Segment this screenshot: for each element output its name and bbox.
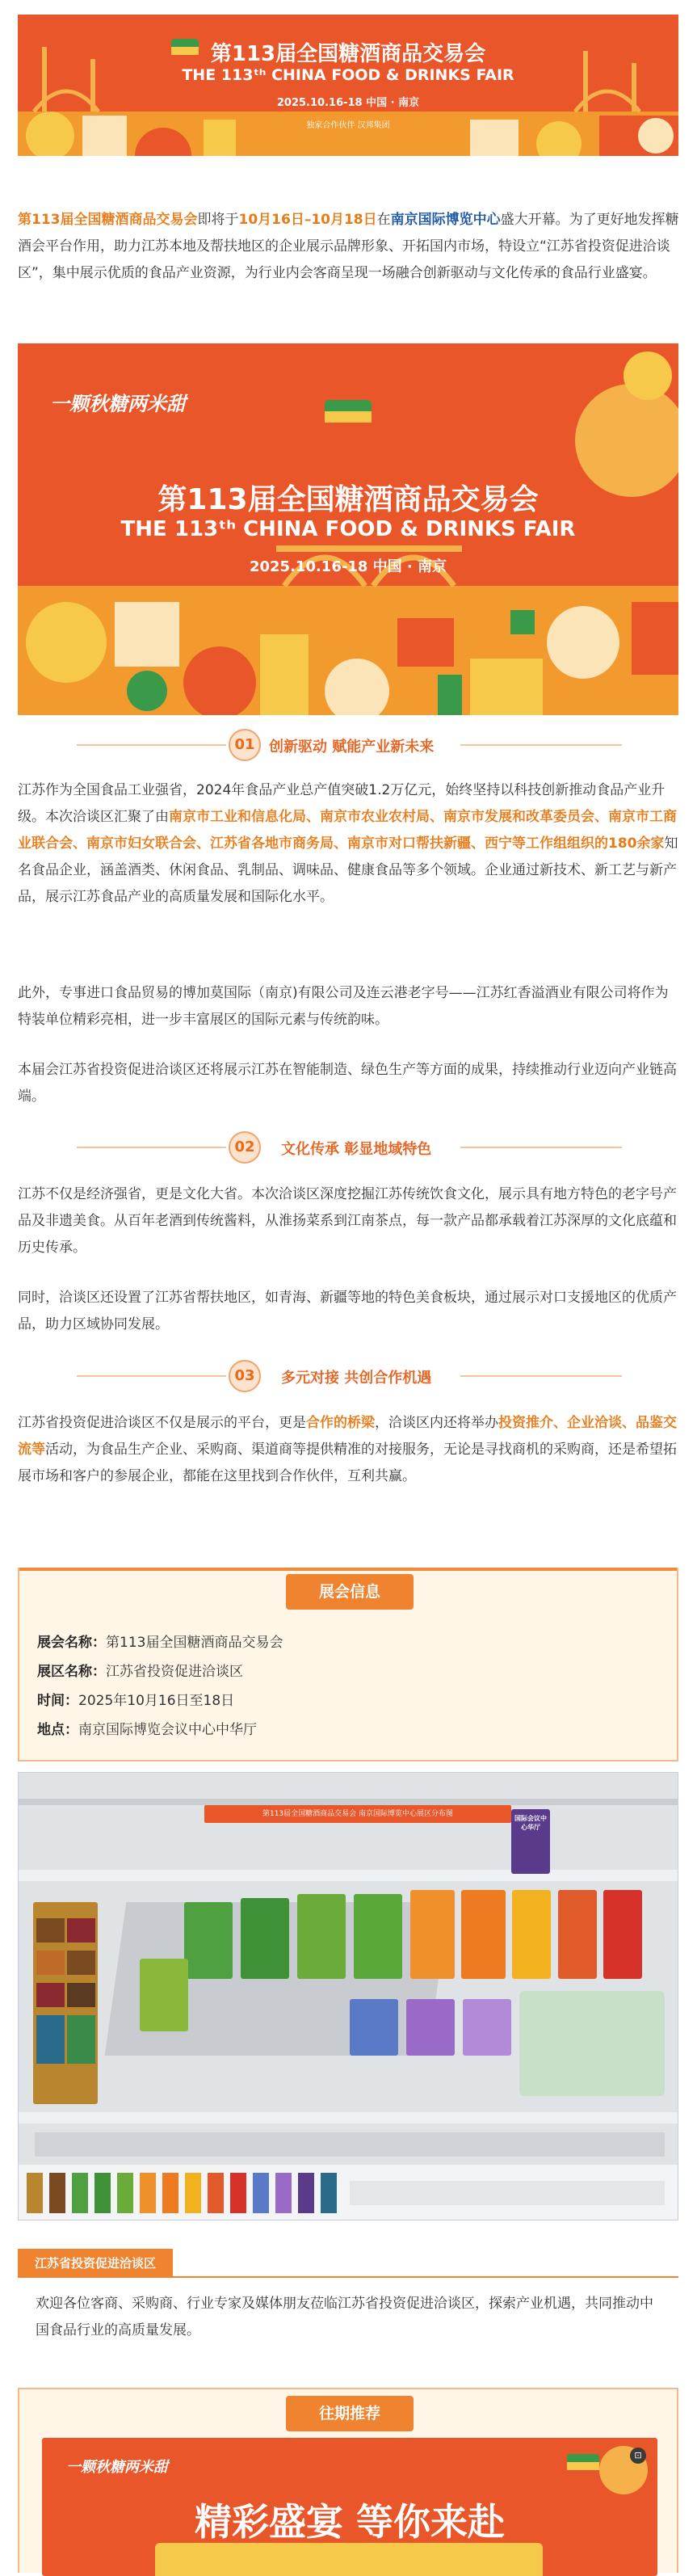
banner-title-cn: 第113届全国糖酒商品交易会	[210, 42, 486, 66]
venue-map	[18, 1772, 678, 2220]
text: 江苏作为全国食品工业强省，2024年食品产业总产值突破1.2万亿元，始终坚持以科技创新推动食品产业升级。本次洽谈区汇聚了由	[18, 782, 666, 825]
paragraph-support-regions: 同时，洽谈区还设置了江苏省帮扶地区，如青海、新疆等地的特色美食板块，通过展示对口支援地区的优质产品，助力区域协同发展。	[18, 1290, 677, 1332]
hall-orange-1	[410, 1890, 455, 1979]
hall-green-2	[241, 1898, 289, 1979]
main-banner-date: 2025.10.16-18 中国 · 南京	[249, 558, 447, 575]
paragraph-cooperation	[18, 1410, 680, 1490]
info-row-zone: 展区名称：江苏省投资促进洽谈区	[37, 1664, 243, 1680]
map-road-main	[19, 1870, 678, 1881]
rec-slogan: 一颗秋糖两米甜	[66, 2459, 168, 2476]
intro-text-3: 盛大开幕。为了更好地发挥糖酒会平台作用，助力江苏本地及帮扶地区的企业展示品牌形象、开拓国内市场，特设立“江苏省投资促进洽谈区”，集中展示优质的食品产业资源，为行业内会客商呈现一场融合创新驱动与文化传承的食品行业盛宴。	[18, 212, 679, 281]
activities-highlight: 投资推介、企业洽谈、品鉴交流等	[18, 1415, 677, 1458]
hall-green-1	[184, 1902, 233, 1979]
organizers-highlight: 南京市工业和信息化局、南京市农业农村局、南京市发展和改革委员会、南京市工商业联合会、南京市妇女联合会、江苏省各地市商务局、南京市对口帮扶新疆、西宁等工作组组织的180余家	[18, 809, 677, 852]
hall-orange-2	[461, 1890, 506, 1979]
main-banner	[18, 343, 678, 715]
info-row-venue: 地点：南京国际博览会议中心中华厅	[37, 1722, 257, 1738]
banner-slogan: 一颗秋糖两米甜	[50, 393, 186, 415]
zone-welcome-box	[18, 2249, 678, 2378]
paragraph-special-exhibitors: 此外，专事进口食品贸易的博加莫国际（南京)有限公司及连云港老字号——江苏红香溢酒业有限公司将作为特装单位精彩亮相，进一步丰富展区的国际元素与传统韵味。	[18, 985, 669, 1028]
section-number: 01	[229, 729, 261, 761]
section-number: 02	[229, 1131, 261, 1164]
hall-purple-highlight: 国际会议中心华厅	[511, 1809, 550, 1874]
date-highlight: 10月16日–10月18日	[238, 212, 377, 228]
zone-welcome-text: 欢迎各位客商、采购商、行业专家及媒体朋友莅临江苏省投资促进洽谈区，探索产业机遇，共同推动中国食品行业的高质量发展。	[36, 2296, 653, 2338]
hall-yellow-1	[512, 1890, 551, 1979]
text: 江苏省投资促进洽谈区不仅是展示的平台，更是	[18, 1415, 306, 1431]
section-header-3	[0, 1358, 697, 1394]
hall-green-5	[140, 1959, 188, 2031]
banner-date: 2025.10.16-18 中国 · 南京	[276, 97, 420, 109]
banner-decoration	[18, 15, 678, 156]
venue-highlight: 南京国际博览中心	[390, 212, 501, 228]
map-title-ribbon: 第113届全国糖酒商品交易会 南京国际博览中心展区分布图	[204, 1805, 511, 1823]
paragraph-culture: 江苏不仅是经济强省，更是文化大省。本次洽谈区深度挖掘江苏传统饮食文化，展示具有地方特色的老字号产品及非遗美食。从百年老酒到传统酱料，从淮扬菜系到江南茶点，每一款产品都承载着江苏深厚的文化底蕴和历史传承。	[18, 1186, 677, 1256]
hall-green-3	[297, 1894, 346, 1979]
top-banner	[18, 15, 678, 156]
section-header-1	[0, 727, 697, 763]
hall-blue-1	[350, 1999, 398, 2056]
rec-expand-icon[interactable]: ⊡	[630, 2448, 646, 2464]
section-title: 创新驱动 赋能产业新未来	[269, 739, 435, 756]
info-row-time: 时间：2025年10月16日至18日	[37, 1693, 235, 1709]
section-header-2	[0, 1130, 697, 1165]
hall-purple-1	[406, 1999, 455, 2056]
text: 知名食品企业，涵盖酒类、休闲食品、乳制品、调味品、健康食品等多个领域。企业通过新技术、新工艺与新产品，展示江苏食品产业的高质量发展和国际化水平。	[18, 836, 678, 905]
recommended-box	[18, 2388, 678, 2573]
rec-headline: 精彩盛宴 等你来赴	[194, 2500, 505, 2544]
banner-title-en: THE 113ᵗʰ CHINA FOOD & DRINKS FAIR	[182, 66, 514, 84]
intro-text-1: 即将于	[197, 212, 239, 228]
map-road-bottom	[19, 2112, 678, 2124]
hall-red-1	[558, 1890, 597, 1979]
zone-tab-label: 江苏省投资促进洽谈区	[18, 2249, 173, 2278]
info-tab-label: 展会信息	[286, 1574, 414, 1610]
intro-text-2: 在	[376, 212, 391, 228]
fair-info-box	[18, 1568, 678, 1762]
text: ，洽谈区内还将举办	[375, 1415, 498, 1431]
main-banner-title-cn: 第113届全国糖酒商品交易会	[157, 483, 539, 516]
hall-purple-2	[463, 1999, 511, 2056]
hall-green-4	[354, 1894, 402, 1979]
rec-tab-label: 往期推荐	[286, 2396, 414, 2431]
banner-partner: 独家合作伙伴 汉邦集团	[306, 121, 390, 130]
fair-name-highlight: 第113届全国糖酒商品交易会	[18, 212, 198, 228]
map-road-top	[19, 1799, 678, 1805]
hall-red-2	[603, 1890, 642, 1979]
info-row-name: 展会名称：第113届全国糖酒商品交易会	[37, 1635, 283, 1651]
rec-article-banner[interactable]	[42, 2438, 657, 2576]
text: 活动，为食品生产企业、采购商、渠道商等提供精准的对接服务，无论是寻找商机的采购商，还是希望拓展市场和客户的参展企业，都能在这里找到合作伙伴，互利共赢。	[18, 1442, 677, 1484]
paragraph-innovation	[18, 777, 680, 911]
main-banner-title-en: THE 113ᵗʰ CHINA FOOD & DRINKS FAIR	[120, 517, 576, 541]
section-number: 03	[229, 1360, 261, 1392]
paragraph-achievements: 本届会江苏省投资促进洽谈区还将展示江苏在智能制造、绿色生产等方面的成果，持续推动行业迈向产业链高端。	[18, 1062, 677, 1105]
intro-paragraph	[18, 207, 680, 287]
bridge-highlight: 合作的桥梁	[306, 1415, 375, 1431]
section-title: 多元对接 共创合作机遇	[281, 1370, 432, 1387]
section-title: 文化传承 彰显地域特色	[281, 1141, 432, 1158]
